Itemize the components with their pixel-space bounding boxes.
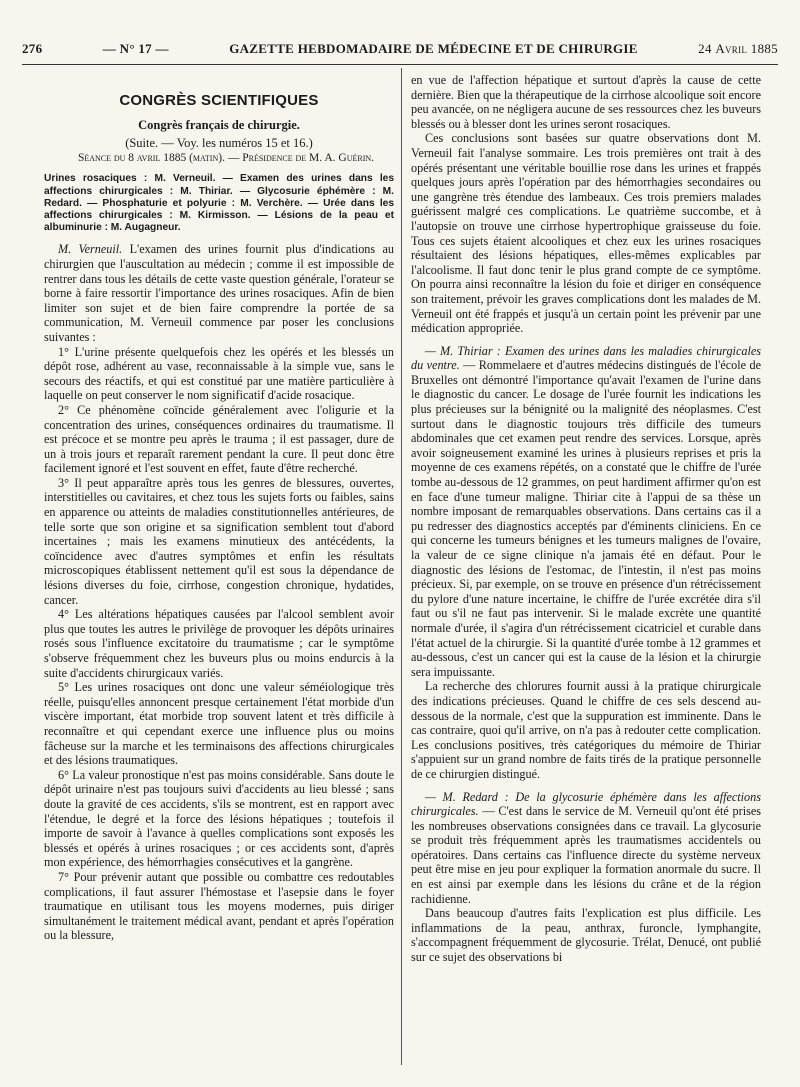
conclusion-2: 2° Ce phénomène coïncide généralement avec l'oligurie et la concentration des urines, conséquences ordinaires du traumatisme. Il est précoce et se montre peu après le trauma ; il est passager, dure de un à trois jours et reparaît rarement pendant la cure. Il peut donc être facilement ignoré et l'est souvent en effet, faute d'être recherché. bbox=[44, 402, 394, 476]
conclusion-3: 3° Il peut apparaître après tous les genres de blessures, ouvertes, interstitielles ou cavitaires, et chez tous les sujets forts ou faibles, sains en apparence ou atteints de maladies constitutionnelles antérieures, de telle sorte que son origine et sa signification semblent tout d'abord incertaines ; mais les examens minutieux des antécédents, la coïncidence avec d'autres symptômes et enfin les résultats microscopiques établissent nettement qu'il est sous la dépendance de lésions diverses du foie, cirrhose, congestion chronique, hydatides, cancer. bbox=[44, 475, 394, 607]
issue-date-month: Avril bbox=[715, 41, 748, 56]
conclusion-1: 1° L'urine présente quelquefois chez les opérés et les blessés un dépôt rose, adhérent au vase, reconnaissable à la simple vue, sans le secours des réactifs, et qui est constitué par une matière particulière à laquelle on peut conserver le nom significatif d'acide rosacique. bbox=[44, 344, 394, 403]
thiriar-heading: — M. Thiriar : Examen des urines dans les maladies chirurgicales du ventre. bbox=[411, 343, 761, 373]
conclusion-6: 6° La valeur pronostique n'est pas moins considérable. Sans doute le dépôt urinaire n'est pas toujours suivi d'accidents au lieu blessé ; sans doute la gravité de ces accidents, s'ils se montrent, est en rapport avec l'étendue, le degré et la force des lésions hépatiques ; toutefois il importe de savoir à l'avance à quelles complications sont exposés les blessés et opérés à urines rosaciques ; or ces accidents sont, d'après mon expérience, des hémorrhagies consécutives et la gangrène. bbox=[44, 767, 394, 870]
issue-date-year: 1885 bbox=[750, 41, 778, 56]
paragraph: La recherche des chlorures fournit aussi à la pratique chirurgicale des indications précieuses. Quand le chiffre de ces sels descend au-dessous de la normale, c'est que la suppuration est imminente. Dans le cas contraire, quoi qu'il arrive, on n'a pas à redouter cette complication. Les conclusions positives, très catégoriques du mémoire de Thiriar s'appuient sur un grand nombre de faits tirés de la pratique personnelle de ce chirurgien distingué. bbox=[411, 679, 761, 781]
right-column bbox=[411, 73, 761, 965]
session-summary: Urines rosaciques : M. Verneuil. — Examen des urines dans les affections chirurgicales : M. Thiriar. — Glycosurie éphémère : M. Redard. — Phosphaturie et polyurie : M. Verchère. — Urée dans les affections chirurgicales : M. Kirmisson. — Lésions de la peau et albuminurie : M. Augagneur. bbox=[44, 173, 394, 234]
paragraph: Ces conclusions sont basées sur quatre observations dont M. Verneuil fait l'analyse sommaire. Les trois premières ont trait à des opérés présentant une véritable bouillie rose dans les urines et frappés quelques jours après l'opération par des hémorrhagies secondaires ou une gangrène très étendue des lambeaux. Ces trois premiers malades guérissent malgré ces complications. Le quatrième succombe, et à l'autopsie on trouve une cirrhose hypertrophique graisseuse du foie. Tous ces sujets étaient alcooliques et chez eux les urines rosaciques résultaient des lésions hépatiques, elles-mêmes explicables par l'alcoolisme. Il faut donc tenir le plus grand compte de ce symptôme. On pourra ainsi reconnaître la lésion du foie et diriger en conséquence son traitement, prévoir les graves complications dont les malades de M. Verneuil ont été frappés et jusqu'à un certain point les prévenir par une médication appropriée. bbox=[411, 131, 761, 336]
paragraph-text: — Rommelaere et d'autres médecins distingués de l'école de Bruxelles ont démontré l'importance qu'avait l'examen de l'urine dans le diagnostic du cancer. Le dosage de l'urée fournit les indications les plus précieuses sur la bénignité ou la malignité des néoplasmes. C'est surtout dans le diagnostic toujours très difficile des tumeurs abdominales que cet examen peut rendre des services. Lorsque, après avoir soigneusement examiné les urines à plusieurs reprises et pris la moyenne de ces examens répétés, on a constaté que le chiffre de l'urée tombe au-dessous de 12 grammes, on peut hardiment affirmer qu'on est en face d'une tumeur maligne. Thiriar cite à l'appui de sa thèse un nombre imposant de remarquables observations. Dans certains cas il a pu redresser des diagnostics acceptés par d'éminents cliniciens. En ce qui concerne les tumeurs bénignes et les tumeurs malignes de l'ovaire, la valeur de ce signe clinique n'a jamais été en défaut. Pour le diagnostic des lésions de l'estomac, de l'intestin, il n'est pas moins précieux. Si, par exemple, on se trouve en présence d'un rétrécissement du pylore d'une nature incertaine, le chiffre de l'urée excrétée dira s'il faut ou s'il ne faut pas intervenir. Si le malade excrète une quantité normale d'urée, il s'agira d'un rétrécissement cicatriciel et curable dans l'état actuel de la chirurgie. Si la quantité d'urée tombe à 12 grammes et au-dessous, c'est un cancer qui est la cause de la lésion et la chirurgie sera impuissante. bbox=[411, 358, 761, 679]
seance-presidence: — Présidence de M. A. Guérin. bbox=[224, 151, 375, 164]
paragraph bbox=[44, 242, 394, 344]
left-column bbox=[44, 72, 394, 943]
redard-paragraph bbox=[411, 790, 761, 907]
suite-note: (Suite. — Voy. les numéros 15 et 16.) bbox=[125, 136, 313, 151]
seance-date: Séance du 8 avril 1885 (matin). bbox=[77, 151, 225, 164]
redard-heading: — M. Redard : De la glycosurie éphémère dans les affections chirurgicales. bbox=[411, 789, 761, 819]
paragraph-text: — C'est dans le service de M. Verneuil qu'ont été prises les nombreuses observations consignées dans ce travail. La glycosurie se produit très fréquemment après les traumatismes accidentels ou opératoires. Dans certains cas l'influence directe du système nerveux peut être mise en jeu pour expliquer la formation anormale du sucre. Il en est ainsi par exemple dans les lésions du crâne et de la région rachidienne. bbox=[411, 804, 761, 906]
issue-date bbox=[698, 41, 778, 57]
paragraph-text: L'examen des urines fournit plus d'indications au chirurgien que l'auscultation au médecin ; comme il est impossible de rentrer dans tous les détails de cette vaste question générale, l'orateur se borne à faire ressortir l'importance des urines rosaciques. Afin de bien limiter son sujet et de bien faire comprendre la portée de sa communication, M. Verneuil commence par poser les conclusions suivantes : bbox=[44, 242, 394, 344]
issue-number: — N° 17 — bbox=[102, 41, 169, 56]
journal-title: GAZETTE HEBDOMADAIRE DE MÉDECINE ET DE CHIRURGIE bbox=[229, 41, 638, 56]
issue-date-day: 24 bbox=[698, 41, 712, 56]
thiriar-paragraph bbox=[411, 344, 761, 680]
column-divider bbox=[401, 68, 402, 1065]
conclusion-4: 4° Les altérations hépatiques causées par l'alcool semblent avoir plus que toutes les autres le privilège de provoquer les dépôts urinaires rosés sous l'influence excitatoire du traumatisme ; car le symptôme s'observe fréquemment chez les buveurs plus ou moins endurcis à la suite d'accidents chirurgicaux variés. bbox=[44, 607, 394, 680]
paragraph: Dans beaucoup d'autres faits l'explication est plus difficile. Les inflammations de la peau, anthrax, furoncle, lymphangite, s'accompagnent fréquemment de glycosurie. Trélat, Denucé, ont publié sur ce sujet des observations bi bbox=[411, 906, 761, 965]
conclusion-5: 5° Les urines rosaciques ont donc une valeur séméiologique très réelle, puisqu'elles annoncent presque certainement l'état morbide d'un viscère important, état morbide trop souvent latent et très difficile à reconnaître et qui cependant exerce une influence plus ou moins fâcheuse sur la marche et les terminaisons des affections chirurgicales et des lésions traumatiques. bbox=[44, 680, 394, 768]
sub-title: Congrès français de chirurgie. bbox=[138, 117, 300, 132]
page-header bbox=[22, 38, 778, 60]
conclusion-7: 7° Pour prévenir autant que possible ou combattre ces redoutables complications, il faut assurer l'hémostase et l'asepsie dans le foyer traumatique en utilisant tous les moyens modernes, puis diriger simultanément le traitement médical avant, pendant et après l'opération ou la blessure, bbox=[44, 869, 394, 943]
header-rule bbox=[22, 64, 778, 65]
page-number: 276 bbox=[22, 41, 43, 56]
speaker-name: M. Verneuil. bbox=[58, 242, 123, 257]
section-title: CONGRÈS SCIENTIFIQUES bbox=[119, 92, 319, 109]
seance-line bbox=[44, 151, 394, 166]
paragraph-continued: en vue de l'affection hépatique et surtout d'après la cause de cette dernière. Bien que la thérapeutique de la cirrhose alcoolique soit encore peu avancée, on ne négligera aucune de ses ressources chez les buveurs blessés ou à blesser dont les urines seront rosaciques. bbox=[411, 73, 761, 131]
